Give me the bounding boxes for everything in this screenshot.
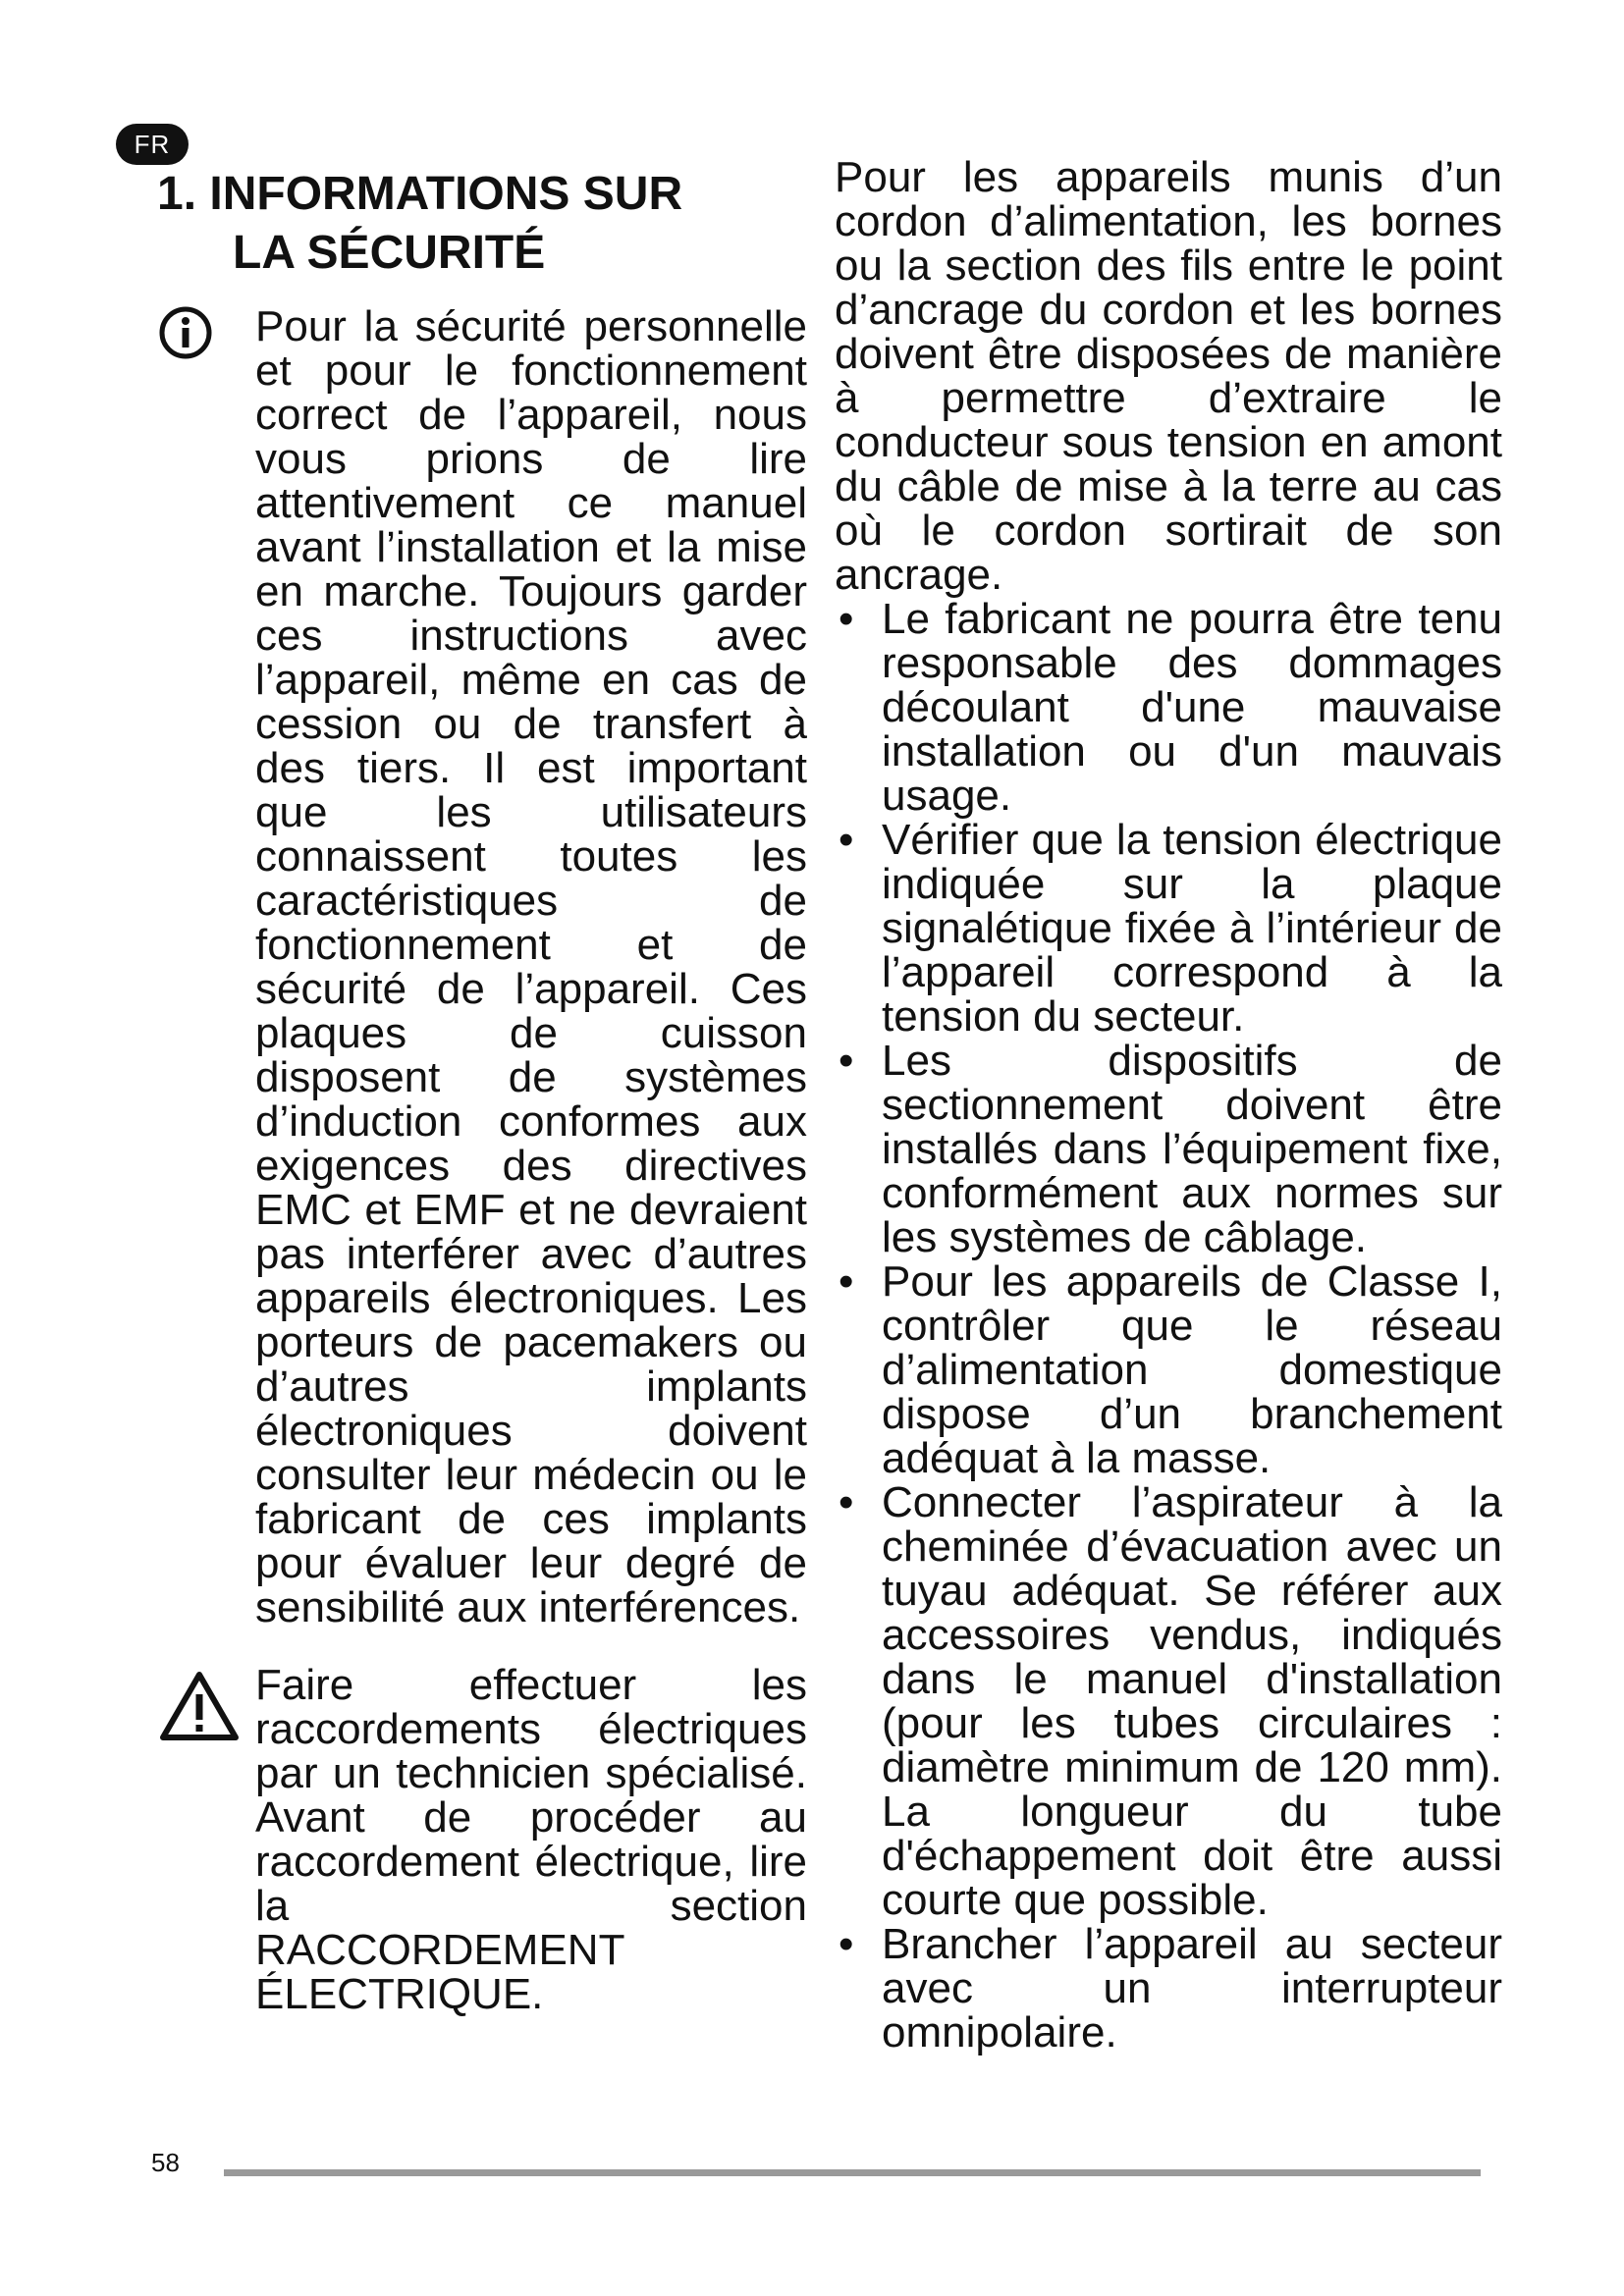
page-number: 58 (151, 2148, 180, 2177)
bullet-item: • Brancher l’appareil au secteur avec un interrupteur omnipolaire. (835, 1922, 1502, 2055)
section-title (157, 165, 682, 283)
right-column (835, 155, 1502, 2055)
bullet-item: • Vérifier que la tension électrique indiquée sur la plaque signalétique fixée à l’intérieur de l’appareil correspond à la tension du secteur. (835, 818, 1502, 1039)
section-title-line1: 1. INFORMATIONS SUR (157, 168, 683, 220)
footer-rule (224, 2169, 1481, 2176)
safety-bullet-list (835, 597, 1502, 2055)
info-circle-icon (157, 304, 214, 361)
info-note-text: Pour la sécurité personnelle et pour le fonctionnement correct de l’appareil, nous vous prions de lire attentivement ce manuel avant l’installation et la mise en marche. Toujours garder ces instructions avec l’appareil, même en cas de cession ou de transfert à des tiers. Il est important que les utilisateurs connaissent toutes les caractéristiques de fonctionnement et de sécurité de l’appareil. Ces plaques de cuisson disposent de systèmes d’induction conformes aux exigences des directives EMC et EMF et ne devraient pas interférer avec d’autres appareils électroniques. Les porteurs de pacemakers ou d’autres implants électroniques doivent consulter leur médecin ou le fabricant de ces implants pour évaluer leur degré de sensibilité aux interférences. (255, 302, 807, 1631)
bullet-item: • Les dispositifs de sectionnement doivent être installés dans l’équipement fixe, conformément aux normes sur les systèmes de câblage. (835, 1039, 1502, 1259)
left-column (157, 304, 813, 2016)
warning-note-text: Faire effectuer les raccordements électriques par un technicien spécialisé. Avant de procéder au raccordement électrique, lire la section RACCORDEMENT ÉLECTRIQUE. (255, 1661, 807, 2018)
section-title-line2: LA SÉCURITÉ (233, 227, 546, 279)
bullet-item: • Pour les appareils de Classe I, contrôler que le réseau d’alimentation domestique dispose d’un branchement adéquat à la masse. (835, 1259, 1502, 1480)
warning-note-block (157, 1663, 813, 2016)
info-note-block (157, 304, 813, 1629)
bullet-item: • Le fabricant ne pourra être tenu responsable des dommages découlant d'une mauvaise installation ou d'un mauvais usage. (835, 597, 1502, 818)
cord-paragraph: Pour les appareils munis d’un cordon d’alimentation, les bornes ou la section des fils entre le point d’ancrage du cordon et les bornes doivent être disposées de manière à permettre d’extraire le conducteur sous tension en amont du câble de mise à la terre au cas où le cordon sortirait de son ancrage. (835, 153, 1502, 599)
language-badge: FR (116, 124, 189, 165)
warning-triangle-icon (157, 1669, 242, 1743)
bullet-item: • Connecter l’aspirateur à la cheminée d’évacuation avec un tuyau adéquat. Se référer aux accessoires vendus, indiqués dans le manuel d'installation (pour les tubes circulaires : diamètre minimum de 120 mm). La longueur du tube d'échappement doit être aussi courte que possible. (835, 1480, 1502, 1922)
